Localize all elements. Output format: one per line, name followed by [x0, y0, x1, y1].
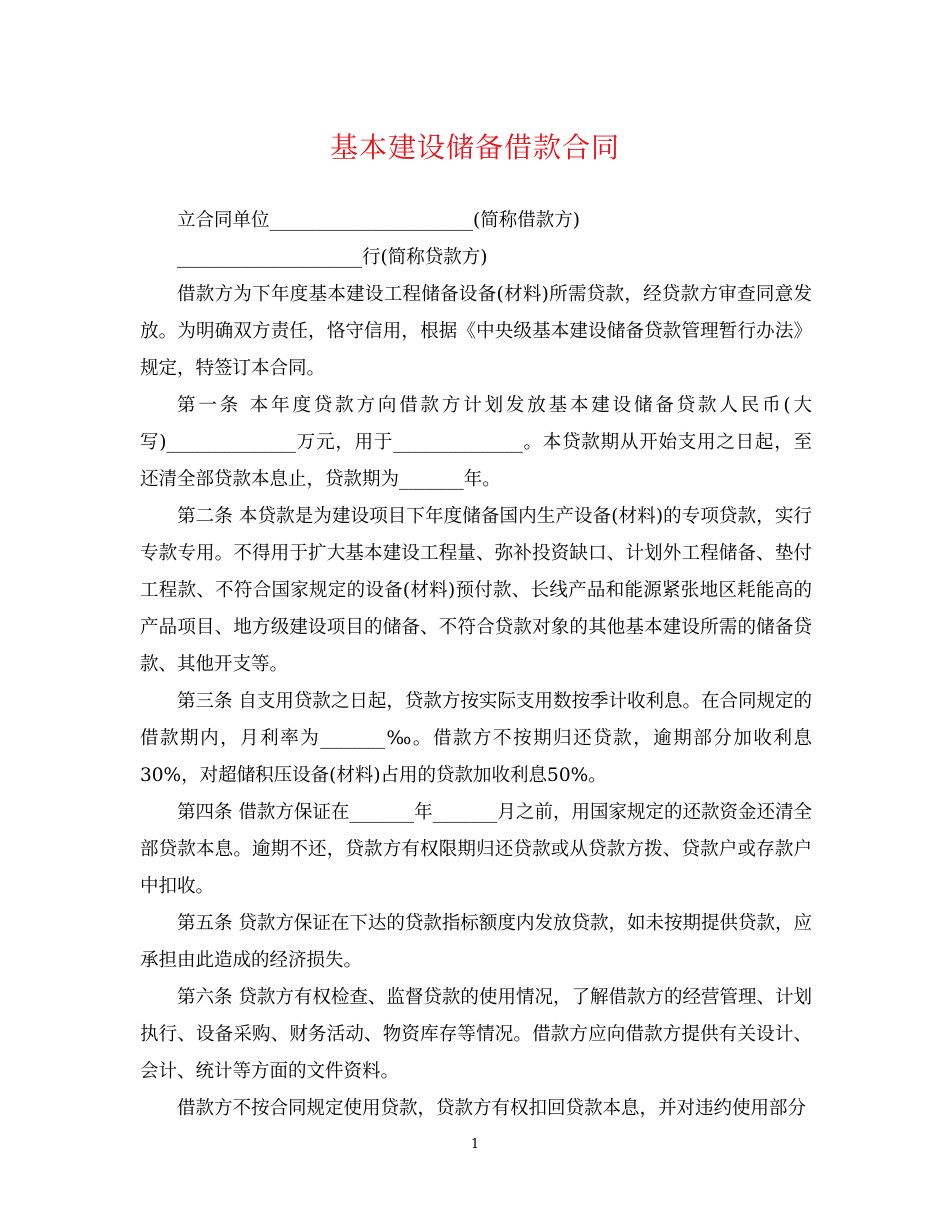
party-borrower-line: 立合同单位______________________(简称借款方) [177, 210, 580, 231]
page-number: 1 [470, 1137, 480, 1152]
document-title: 基本建设储备借款合同 [329, 131, 620, 164]
article-1: 第一条 本年度贷款方向借款方计划发放基本建设储备贷款人民币(大写)______________万元，用于______________。本贷款期从开始支用之日起，至还清全部贷款本息止，贷款期为_______年。 [140, 395, 812, 490]
article-5: 第五条 贷款方保证在下达的贷款指标额度内发放贷款，如未按期提供贷款，应承担由此造成的经济损失。 [140, 913, 812, 971]
contract-body [140, 202, 812, 1127]
article-4: 第四条 借款方保证在_______年_______月之前，用国家规定的还款资金还清全部贷款本息。逾期不还，贷款方有权限期归还贷款或从贷款方拨、贷款户或存款户中扣收。 [140, 802, 812, 897]
preamble-paragraph: 借款方为下年度基本建设工程储备设备(材料)所需贷款，经贷款方审查同意发放。为明确双方责任，恪守信用，根据《中央级基本建设储备贷款管理暂行办法》规定，特签订本合同。 [140, 284, 812, 379]
article-3: 第三条 自支用贷款之日起，贷款方按实际支用数按季计收利息。在合同规定的借款期内，月利率为_______‰。借款方不按期归还贷款，逾期部分加收利息30%，对超储积压设备(材料)占用的贷款加收利息50%。 [140, 691, 812, 786]
article-6-continuation: 借款方不按合同规定使用贷款，贷款方有权扣回贷款本息，并对违约使用部分 [177, 1098, 807, 1119]
article-2: 第二条 本贷款是为建设项目下年度储备国内生产设备(材料)的专项贷款，实行专款专用。不得用于扩大基本建设工程量、弥补投资缺口、计划外工程储备、垫付工程款、不符合国家规定的设备(材料)预付款、长线产品和能源紧张地区耗能高的产品项目、地方级建设项目的储备、不符合贷款对象的其他基本建设所需的储备贷款、其他开支等。 [140, 506, 812, 675]
article-6: 第六条 贷款方有权检查、监督贷款的使用情况，了解借款方的经营管理、计划执行、设备采购、财务活动、物资库存等情况。借款方应向借款方提供有关设计、会计、统计等方面的文件资料。 [140, 987, 812, 1082]
party-lender-line: ____________________行(简称贷款方) [177, 247, 488, 268]
